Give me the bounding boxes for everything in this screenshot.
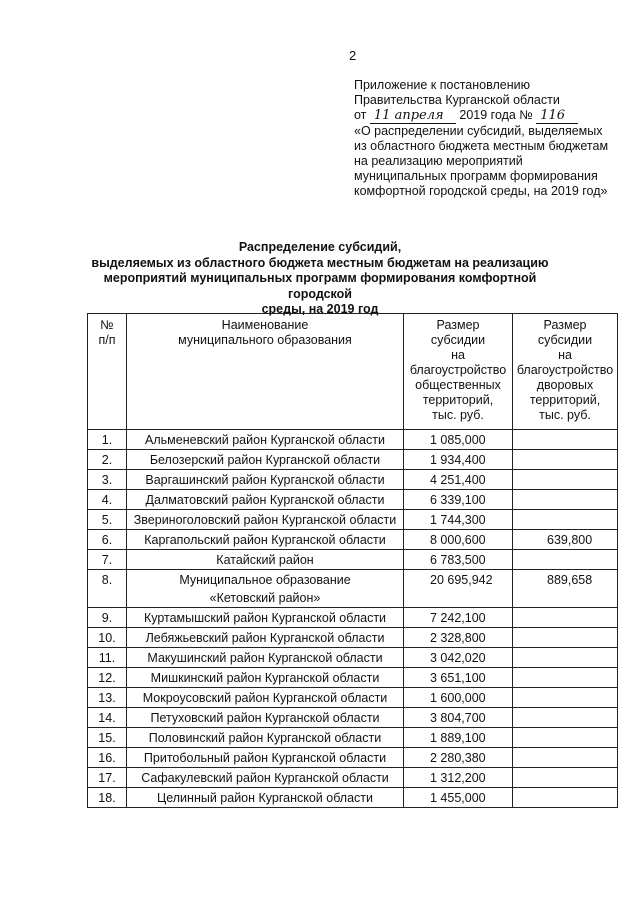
header-line: на xyxy=(558,348,572,362)
municipality-name xyxy=(127,470,404,490)
public-territory-subsidy: 6 339,100 xyxy=(404,490,513,510)
yard-territory-subsidy xyxy=(513,768,618,788)
public-territory-subsidy: 1 600,000 xyxy=(404,688,513,708)
from-prefix: от xyxy=(354,108,367,122)
yard-territory-subsidy xyxy=(513,608,618,628)
municipality-name xyxy=(127,628,404,648)
municipality-name xyxy=(127,608,404,628)
municipality-name-line: Целинный район Курганской области xyxy=(156,791,374,805)
table-body xyxy=(88,430,618,808)
header-line: муниципального образования xyxy=(178,333,352,347)
header-line: территорий, xyxy=(422,393,494,407)
yard-territory-subsidy xyxy=(513,450,618,470)
municipality-name xyxy=(127,708,404,728)
public-territory-subsidy: 3 804,700 xyxy=(404,708,513,728)
row-number: 17. xyxy=(88,768,127,788)
municipality-name-line: Мокроусовский район Курганской области xyxy=(142,691,388,705)
municipality-name xyxy=(127,430,404,450)
municipality-name-line: Варгашинский район Курганской области xyxy=(145,473,385,487)
table-row xyxy=(88,668,618,688)
appendix-line: Правительства Курганской области xyxy=(354,93,560,107)
header-line: Размер xyxy=(543,318,587,332)
table-row xyxy=(88,648,618,668)
table-row xyxy=(88,708,618,728)
municipality-name-line: Половинский район Курганской области xyxy=(148,731,382,745)
table-row xyxy=(88,628,618,648)
appendix-quote-line: муниципальных программ формирования xyxy=(354,169,598,183)
row-number: 14. xyxy=(88,708,127,728)
public-territory-subsidy: 1 744,300 xyxy=(404,510,513,530)
title-line: мероприятий муниципальных программ формирования комфортной городской xyxy=(103,271,537,301)
header-yard-territories xyxy=(513,314,618,430)
appendix-quote xyxy=(354,124,634,199)
row-number: 6. xyxy=(88,530,127,550)
municipality-name-line: Каргапольский район Курганской области xyxy=(144,533,386,547)
yard-territory-subsidy: 889,658 xyxy=(513,570,618,608)
yard-territory-subsidy xyxy=(513,510,618,530)
table-header-row xyxy=(88,314,618,430)
row-number: 16. xyxy=(88,748,127,768)
row-number: 2. xyxy=(88,450,127,470)
public-territory-subsidy: 6 783,500 xyxy=(404,550,513,570)
subsidy-table xyxy=(87,313,618,808)
public-territory-subsidy: 1 455,000 xyxy=(404,788,513,808)
municipality-name xyxy=(127,570,404,608)
row-number: 1. xyxy=(88,430,127,450)
yard-territory-subsidy xyxy=(513,788,618,808)
municipality-name xyxy=(127,748,404,768)
yard-territory-subsidy xyxy=(513,708,618,728)
municipality-name-line: Катайский район xyxy=(216,553,314,567)
page-number: 2 xyxy=(349,48,357,63)
public-territory-subsidy: 4 251,400 xyxy=(404,470,513,490)
row-number: 8. xyxy=(88,570,127,608)
table-row xyxy=(88,450,618,470)
header-public-territories xyxy=(404,314,513,430)
municipality-name xyxy=(127,688,404,708)
public-territory-subsidy: 3 042,020 xyxy=(404,648,513,668)
table-row xyxy=(88,530,618,550)
yard-territory-subsidy xyxy=(513,628,618,648)
municipality-name xyxy=(127,510,404,530)
appendix-line: Приложение к постановлению xyxy=(354,78,530,92)
title-line: выделяемых из областного бюджета местным бюджетам на реализацию xyxy=(91,255,549,270)
title-line: Распределение субсидий, xyxy=(238,240,402,254)
municipality-name-line: Петуховский район Курганской области xyxy=(150,711,380,725)
header-name xyxy=(127,314,404,430)
header-line: на xyxy=(451,348,465,362)
row-number: 13. xyxy=(88,688,127,708)
public-territory-subsidy: 1 934,400 xyxy=(404,450,513,470)
municipality-name-line: Мишкинский район Курганской области xyxy=(150,671,380,685)
municipality-name-line: Сафакулевский район Курганской области xyxy=(141,771,389,785)
yard-territory-subsidy xyxy=(513,748,618,768)
appendix-quote-line: «О распределении субсидий, выделяемых xyxy=(354,124,603,138)
row-number: 15. xyxy=(88,728,127,748)
municipality-name xyxy=(127,768,404,788)
table-row xyxy=(88,748,618,768)
row-number: 5. xyxy=(88,510,127,530)
appendix-date-line xyxy=(354,108,634,124)
table-row xyxy=(88,490,618,510)
header-num xyxy=(88,314,127,430)
municipality-name xyxy=(127,668,404,688)
row-number: 10. xyxy=(88,628,127,648)
yard-territory-subsidy xyxy=(513,668,618,688)
appendix-block xyxy=(354,78,634,199)
row-number: 3. xyxy=(88,470,127,490)
header-line: № xyxy=(100,318,114,332)
public-territory-subsidy: 1 312,200 xyxy=(404,768,513,788)
municipality-name-line: Муниципальное образование xyxy=(179,573,351,587)
yard-territory-subsidy: 639,800 xyxy=(513,530,618,550)
header-line: территорий, xyxy=(529,393,601,407)
public-territory-subsidy: 2 280,380 xyxy=(404,748,513,768)
municipality-name-line: Притобольный район Курганской области xyxy=(143,751,387,765)
handwritten-date: 11 апреля xyxy=(370,108,456,124)
municipality-name-line: Куртамышский район Курганской области xyxy=(143,611,387,625)
header-line: Наименование xyxy=(221,318,309,332)
municipality-name xyxy=(127,450,404,470)
table-row xyxy=(88,430,618,450)
municipality-name-line: Макушинский район Курганской области xyxy=(147,651,383,665)
header-line: общественных xyxy=(415,378,501,392)
table-row xyxy=(88,728,618,748)
public-territory-subsidy: 1 889,100 xyxy=(404,728,513,748)
public-territory-subsidy: 7 242,100 xyxy=(404,608,513,628)
row-number: 4. xyxy=(88,490,127,510)
row-number: 11. xyxy=(88,648,127,668)
municipality-name xyxy=(127,648,404,668)
row-number: 18. xyxy=(88,788,127,808)
header-line: благоустройство xyxy=(516,363,614,377)
public-territory-subsidy: 2 328,800 xyxy=(404,628,513,648)
table-row xyxy=(88,768,618,788)
municipality-name-line: Лебяжьевский район Курганской области xyxy=(145,631,385,645)
yard-territory-subsidy xyxy=(513,430,618,450)
table-row xyxy=(88,550,618,570)
table-row xyxy=(88,570,618,608)
table-row xyxy=(88,688,618,708)
header-line: дворовых xyxy=(536,378,594,392)
municipality-name-line: Звериноголовский район Курганской области xyxy=(133,513,397,527)
municipality-name xyxy=(127,490,404,510)
row-number: 12. xyxy=(88,668,127,688)
municipality-name-line: Белозерский район Курганской области xyxy=(149,453,381,467)
table-row xyxy=(88,510,618,530)
yard-territory-subsidy xyxy=(513,728,618,748)
municipality-name-line: Далматовский район Курганской области xyxy=(145,493,385,507)
municipality-name xyxy=(127,550,404,570)
header-line: субсидии xyxy=(537,333,593,347)
yard-territory-subsidy xyxy=(513,490,618,510)
header-line: Размер xyxy=(436,318,480,332)
public-territory-subsidy: 20 695,942 xyxy=(404,570,513,608)
public-territory-subsidy: 1 085,000 xyxy=(404,430,513,450)
table-row xyxy=(88,608,618,628)
year-text: 2019 года № xyxy=(459,108,533,122)
row-number: 7. xyxy=(88,550,127,570)
municipality-name xyxy=(127,728,404,748)
appendix-quote-line: комфортной городской среды, на 2019 год» xyxy=(354,184,608,198)
municipality-name-line: Альменевский район Курганской области xyxy=(145,433,385,447)
header-line: тыс. руб. xyxy=(539,408,591,422)
table-row xyxy=(88,788,618,808)
public-territory-subsidy: 8 000,600 xyxy=(404,530,513,550)
municipality-name xyxy=(127,530,404,550)
yard-territory-subsidy xyxy=(513,550,618,570)
yard-territory-subsidy xyxy=(513,688,618,708)
municipality-name-line: «Кетовский район» xyxy=(209,591,321,605)
yard-territory-subsidy xyxy=(513,470,618,490)
header-line: благоустройство xyxy=(409,363,507,377)
header-line: субсидии xyxy=(430,333,486,347)
document-title xyxy=(80,240,560,318)
header-line: тыс. руб. xyxy=(432,408,484,422)
appendix-quote-line: из областного бюджета местным бюджетам xyxy=(354,139,609,153)
appendix-quote-line: на реализацию мероприятий xyxy=(354,154,523,168)
title-line: среды, на 2019 год xyxy=(261,302,379,316)
row-number: 9. xyxy=(88,608,127,628)
municipality-name xyxy=(127,788,404,808)
handwritten-number: 116 xyxy=(536,108,578,124)
table-row xyxy=(88,470,618,490)
yard-territory-subsidy xyxy=(513,648,618,668)
header-line: п/п xyxy=(98,333,116,347)
public-territory-subsidy: 3 651,100 xyxy=(404,668,513,688)
